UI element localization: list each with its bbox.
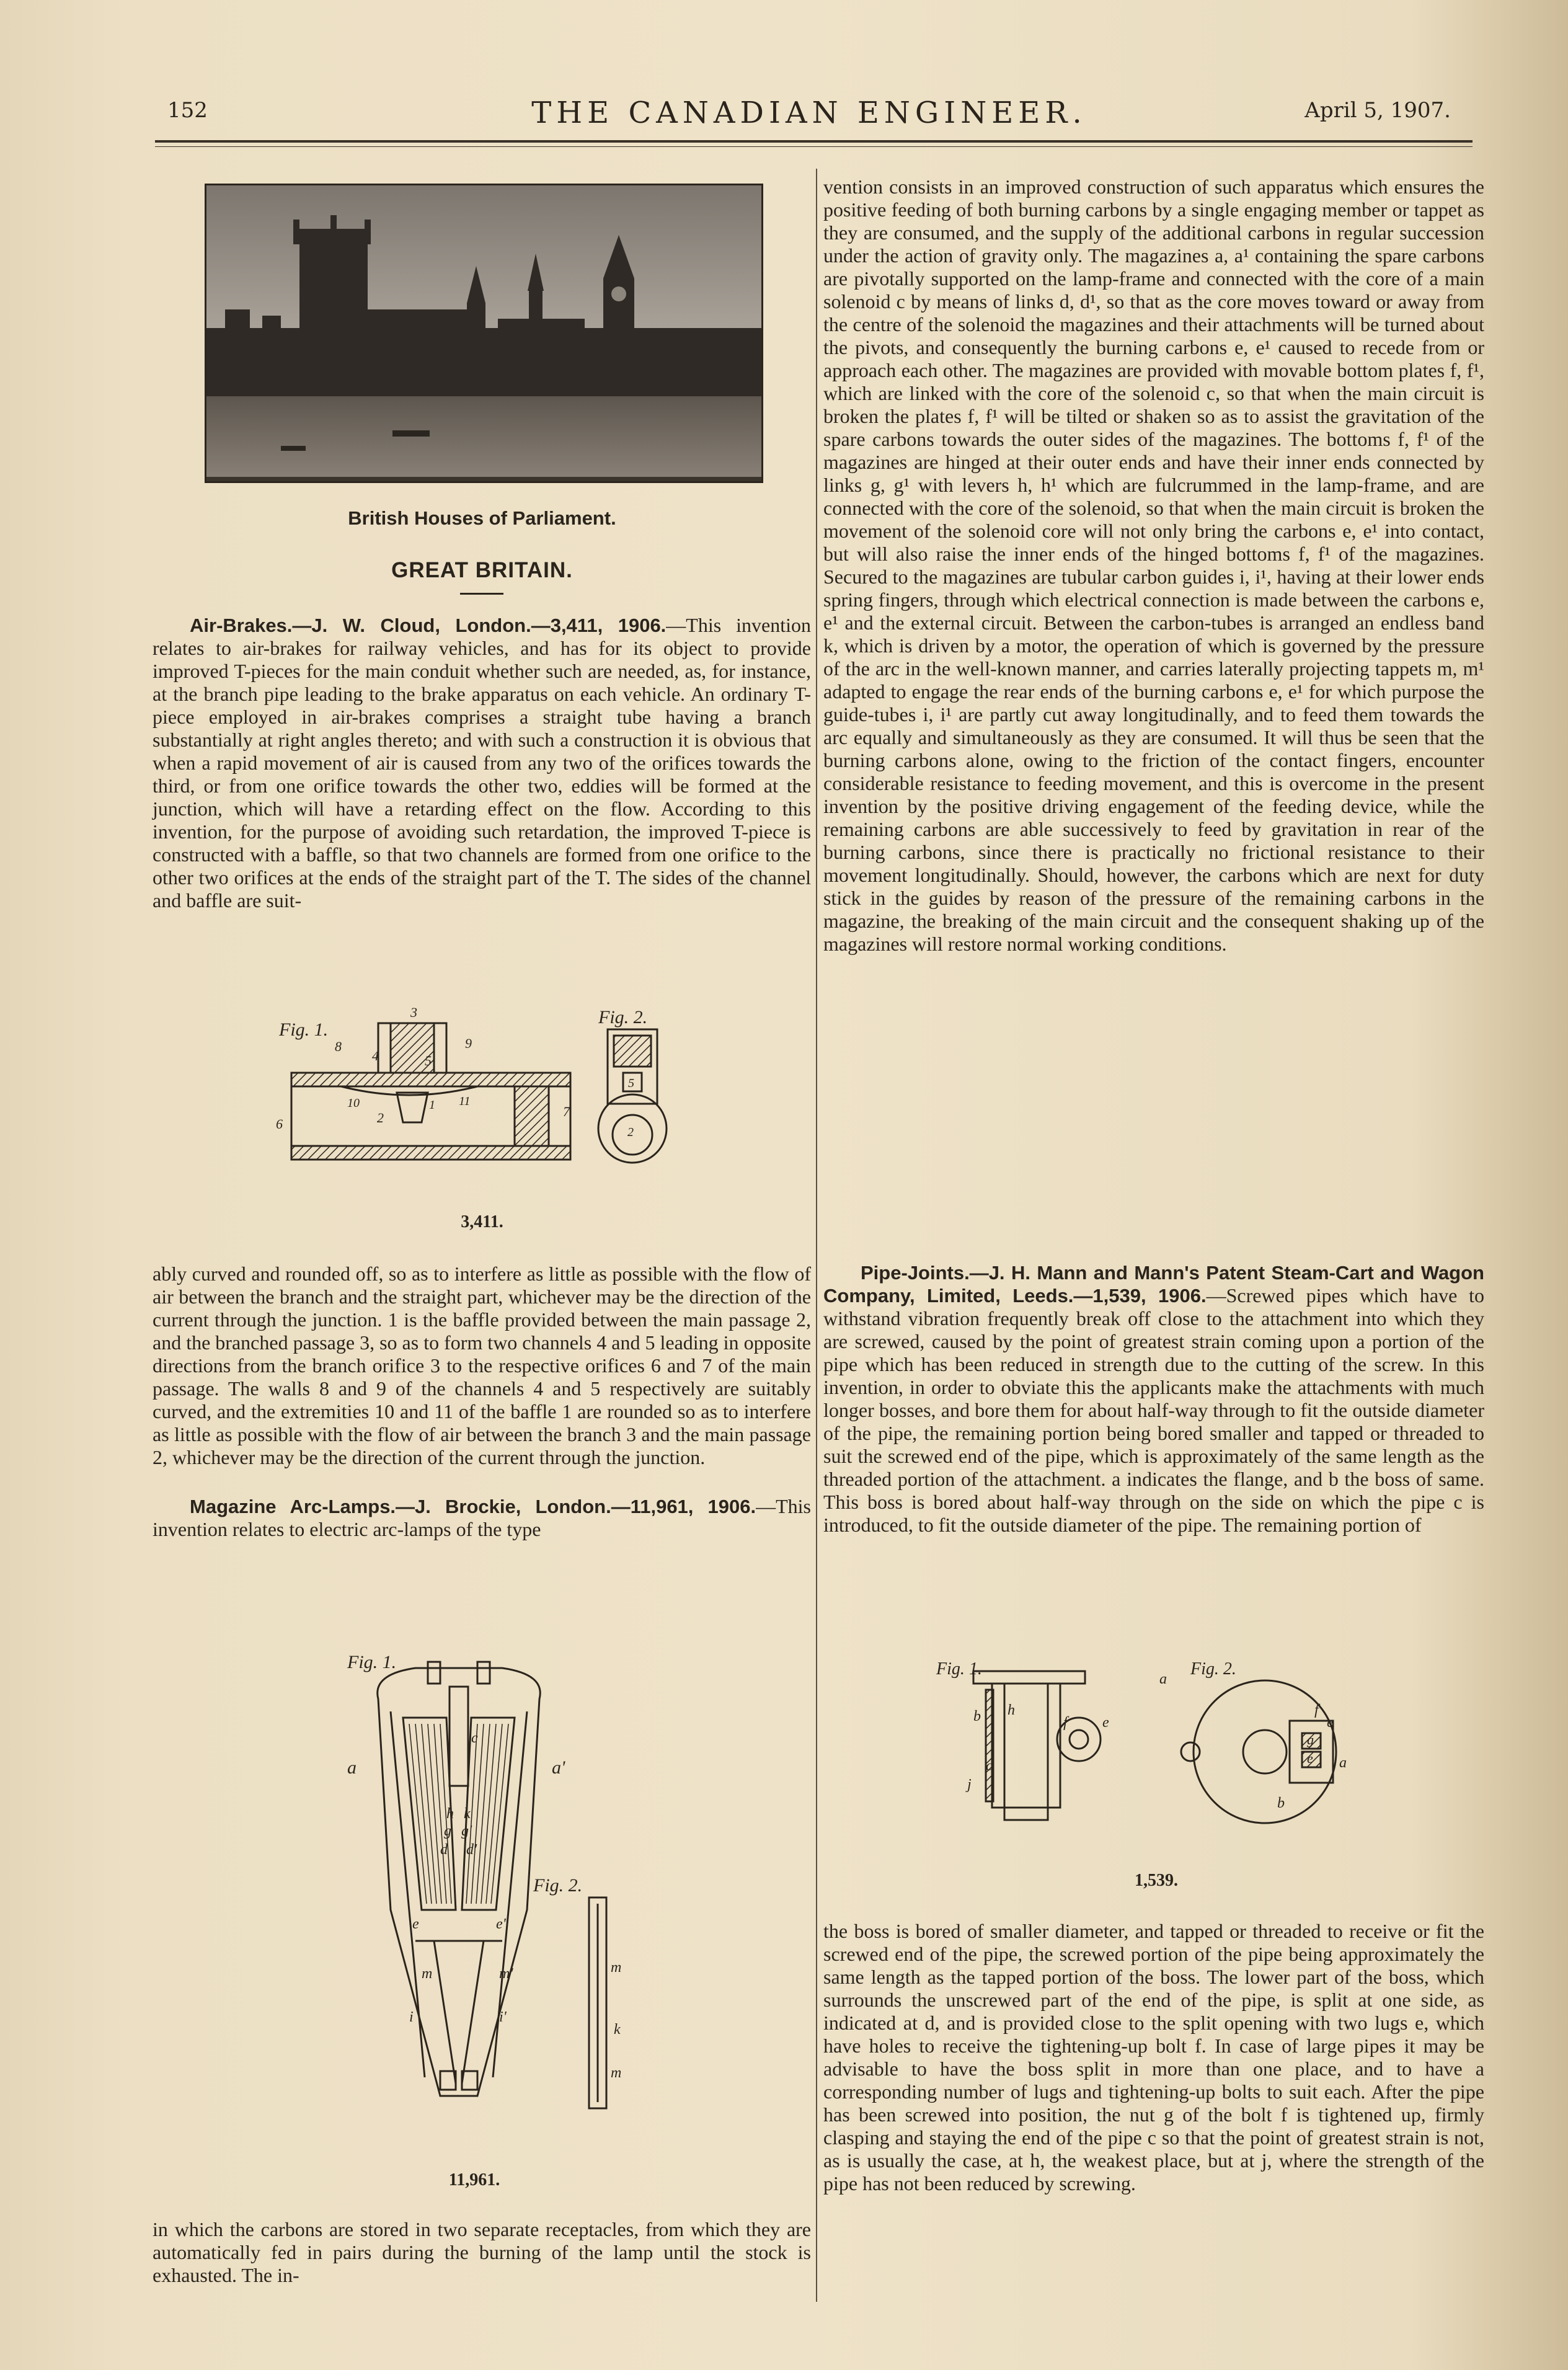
arclamp-fig2-label-m-lower: m (611, 2065, 622, 2081)
section-title: GREAT BRITAIN. (391, 558, 573, 582)
air-brakes-text-1: —This invention relates to air-brakes for railway vehicles, and has for its object to provide improved T-pieces for the main conduit whether such are needed, as, for instance, at the branch pipe leading to the brake apparatus on each vehicle. An ordinary T-piece employed in air-brakes comprises a straight tube having a branch substantially at right angles thereto; and with such a construction it is obvious that when a rapid movement of air is caused from any two of the orifices towards the third, or from one orifice towards the other two, eddies will be formed at the junction, which will have a retarding effect on the flow. According to this invention, for the purpose of avoiding such retardation, the improved T-piece is constructed with a baffle, so that two channels are formed from one orifice to the other two orifices at the ends of the straight part of the T. The sides of the channel and baffle are suit- (153, 614, 811, 912)
tpiece-fig2-label-5: 5 (628, 1076, 634, 1090)
arclamp-label-d1: d' (466, 1842, 477, 1858)
tpiece-fig1-label: Fig. 1. (279, 1019, 329, 1040)
photo-caption: British Houses of Parliament. (348, 507, 616, 529)
arclamp-label-g: g (444, 1823, 451, 1839)
pipejoint-label-g: g (1307, 1732, 1314, 1747)
pipejoint-figure (930, 1653, 1401, 1832)
arclamp-label-i1: i' (499, 2009, 507, 2025)
pipe-joints-text-2: the boss is bored of smaller diameter, and tapped or threaded to receive or fit the screwed end of the pipe, the screwed portion of the pipe being approximately the same length as the tapped portion of the boss. The lower part of the boss, which surrounds the unscrewed part of the end of the pipe, is split at one side, as indicated at d, and is provided close to the split opening with two lugs e, which have holes to receive the tightening-up bolt f. In case of large pipes it may be advisable to have the boss split in more than one place, and to have a corresponding number of lugs and tightening-up bolts to suit each. After the pipe has been screwed into position, the nut g of the bolt f is tightened up, firmly clasping and staying the end of the pipe c so that the point of greatest strain is not, as is usually the case, at h, the weakest place, but at j, where the strength of the pipe has not been reduced by screwing. (823, 1920, 1484, 2195)
page-header (167, 95, 1451, 135)
tpiece-label-4: 4 (372, 1048, 379, 1063)
pipejoint-figure-number: 1,539. (1135, 1871, 1178, 1890)
air-brakes-article-bottom (153, 1263, 811, 1541)
arclamp-label-m1: m' (499, 1966, 513, 1982)
arclamp-fig1-label: Fig. 1. (347, 1652, 397, 1672)
arclamp-label-i: i (409, 2009, 414, 2025)
arclamp-fig2-label: Fig. 2. (533, 1875, 583, 1896)
arclamp-label-d: d (440, 1842, 448, 1858)
tpiece-figure (267, 998, 713, 1191)
pipejoint-fig2-label: Fig. 2. (1190, 1659, 1236, 1679)
arclamp-fig2-label-k: k (614, 2022, 621, 2038)
tpiece-label-5: 5 (425, 1053, 432, 1068)
tpiece-figure-number: 3,411. (461, 1212, 503, 1232)
parliament-photo (205, 184, 763, 483)
arc-lamps-continued-right (823, 175, 1484, 956)
pipejoint-label-b: b (973, 1708, 981, 1724)
arclamp-label-e1: e' (496, 1916, 506, 1932)
running-title: THE CANADIAN ENGINEER. (531, 95, 1087, 130)
pipejoint-label-a-right: a (1339, 1755, 1347, 1771)
page-number: 152 (167, 98, 208, 123)
arc-lamps-text-3: vention consists in an improved construction of such apparatus which ensures the positive feeding of both burning carbons by a single engaging member or tappet as they are consumed, and the supply of the additional carbons in regular succession under the action of gravity only. The magazines a, a¹ containing the spare carbons are pivotally supported on the lamp-frame and connected with the core of a main solenoid c by means of links d, d¹, so that as the core moves toward or away from the centre of the solenoid the magazines and their attachments will be turned about the pivots, and consequently the burning carbons e, e¹ caused to recede from or approach each other. The magazines are provided with movable bottom plates f, f¹, which are linked with the core of the solenoid c, so that when the main circuit is broken the plates f, f¹ will be tilted or shaken so as to assist the gravitation of the spare carbons towards the outer sides of the magazines. The bottoms f, f¹ of the magazines are hinged at their outer ends and have their inner ends connected by links g, g¹ with levers h, h¹ which are fulcrummed in the lamp-frame, and are connected with the core of the solenoid, so that when the main circuit is broken the movement of the solenoid core will not only bring the carbons e, e¹ into contact, but will also raise the inner ends of the hinged bottoms f, f¹ of the magazines. Secured to the magazines are tubular carbon guides i, i¹, having at their lower ends spring fingers, through which electrical connection is made between the carbons e, e¹ and the external circuit. Between the carbon-tubes is arranged an endless band k, which is driven by a motor, the operation of which is governed by the pressure of the arc in the well-known manner, and carries laterally projecting tappets m, m¹ adapted to engage the rear ends of the burning carbons e, e¹ for which purpose the guide-tubes i, i¹ are partly cut away longitudinally, and to feed them towards the arc equally and simultaneously as they are consumed. It will thus be seen that the burning carbons alone, owing to the friction of the contact fingers, encounter considerable resistance to feeding movement, and this is overcome in the present invention by the positive driving engagement of the feeding device, while the remaining carbons are able successively to feed by gravitation in rear of the burning carbons, since there is practically no frictional resistance to their movement longitudinally. Should, however, the carbons which are next for duty stick in the guides by reason of the pressure of the remaining carbons in the magazine, the breaking of the main circuit and the consequent shaking up of the magazines will restore normal working conditions. (823, 175, 1484, 955)
arc-lamps-text-2: in which the carbons are stored in two separate receptacles, from which they are automatically fed in pairs during the burning of the lamp until the stock is exhausted. The in- (153, 2218, 811, 2286)
air-brakes-heading: Air-Brakes.—J. W. Cloud, London.—3,411, 1906. (190, 615, 667, 636)
pipejoint-label-h: h (1008, 1702, 1015, 1718)
tpiece-label-6: 6 (276, 1116, 283, 1132)
pipe-joints-heading: Pipe-Joints.—J. H. Mann and Mann's Patent Steam-Cart and Wagon Company, Limited, Leeds.—1,539, 1906. (823, 1262, 1484, 1307)
arclamp-label-c: c (471, 1730, 478, 1746)
arclamp-label-e: e (412, 1916, 419, 1932)
pipejoint-label-f-right: f (1314, 1702, 1319, 1718)
air-brakes-article-top (153, 614, 811, 912)
tpiece-label-1: 1 (429, 1098, 435, 1112)
pipejoint-fig1-label: Fig. 1. (936, 1659, 982, 1679)
arclamp-figure (322, 1649, 670, 2177)
tpiece-label-2: 2 (377, 1110, 384, 1125)
pipejoint-label-e-inner: e (1307, 1751, 1313, 1766)
tpiece-label-10: 10 (347, 1096, 360, 1110)
arclamp-label-k: k (464, 1806, 471, 1822)
header-rule (155, 140, 1473, 143)
arclamp-figure-number: 11,961. (448, 2170, 500, 2190)
arclamp-label-h: h (446, 1806, 454, 1822)
arc-lamps-continued-left (153, 2218, 811, 2287)
pipejoint-label-j: j (967, 1777, 972, 1793)
issue-date: April 5, 1907. (1304, 98, 1451, 123)
air-brakes-text-2: ably curved and rounded off, so as to interfere as little as possible with the flow of air between the branch and the straight part, whichever may be the direction of the current through the junction. 1 is the baffle provided between the main passage 2, and the branched passage 3, so as to form two channels 4 and 5 leading in opposite directions from the branch orifice 3 to the respective orifices 6 and 7 of the main passage. The walls 8 and 9 of the channels 4 and 5 respectively are suitably curved, and the extremities 10 and 11 of the baffle 1 are rounded so as to interfere as little as possible with the flow of air between the branch 3 and the main passage 2, whichever may be the direction of the current through the junction. (153, 1263, 811, 1468)
tpiece-label-11: 11 (459, 1094, 471, 1108)
pipejoint-label-f: f (1063, 1715, 1068, 1731)
pipe-joints-text-1: —Screwed pipes which have to withstand vibration frequently break off close to the attachment into which they are screwed, caused by the point of greatest strain coming upon a portion of the pipe which has been reduced in strength due to the cutting of the screw. In this invention, in order to obviate this the applicants make the attachments with much longer bosses, and bore them for about half-way through to fit the outside diameter of the pipe, the remaining portion being bored smaller and tapped or threaded to suit the screwed end of the pipe, which is approximately of the same length as the threaded portion of the attachment. a indicates the flange, and b the boss of same. This boss is bored about half-way through on the side on which the pipe c is introduced, to fit the outside diameter of the pipe. The remaining portion of (823, 1284, 1484, 1536)
arclamp-label-g1: g' (461, 1823, 472, 1839)
pipejoint-label-b-right: b (1277, 1795, 1285, 1811)
tpiece-label-9: 9 (465, 1036, 472, 1051)
pipe-joints-article-top (823, 1261, 1484, 1537)
pipe-joints-article-bottom (823, 1920, 1484, 2195)
tpiece-label-8: 8 (335, 1039, 342, 1054)
tpiece-fig2-label: Fig. 2. (598, 1007, 648, 1027)
pipejoint-label-e-right: e (1327, 1715, 1334, 1731)
pipejoint-label-a: a (1159, 1671, 1167, 1687)
arc-lamps-heading: Magazine Arc-Lamps.—J. Brockie, London.—11,961, 1906. (190, 1496, 756, 1517)
tpiece-fig2-label-2: 2 (627, 1125, 634, 1139)
tpiece-label-7: 7 (563, 1104, 570, 1119)
pipejoint-label-e: e (1102, 1715, 1109, 1731)
arclamp-label-m: m (422, 1966, 433, 1982)
arclamp-label-a: a (347, 1757, 357, 1778)
pipejoint-label-c: c (986, 1758, 993, 1774)
header-rule-thin (155, 146, 1473, 147)
arclamp-label-a1: a' (552, 1757, 565, 1778)
column-separator (816, 169, 817, 2302)
section-rule (460, 593, 503, 595)
tpiece-label-3: 3 (410, 1005, 417, 1020)
arclamp-fig2-label-m: m (611, 1959, 622, 1976)
arc-lamps-text-1: —This invention relates to electric arc-lamps of the type (153, 1495, 811, 1540)
